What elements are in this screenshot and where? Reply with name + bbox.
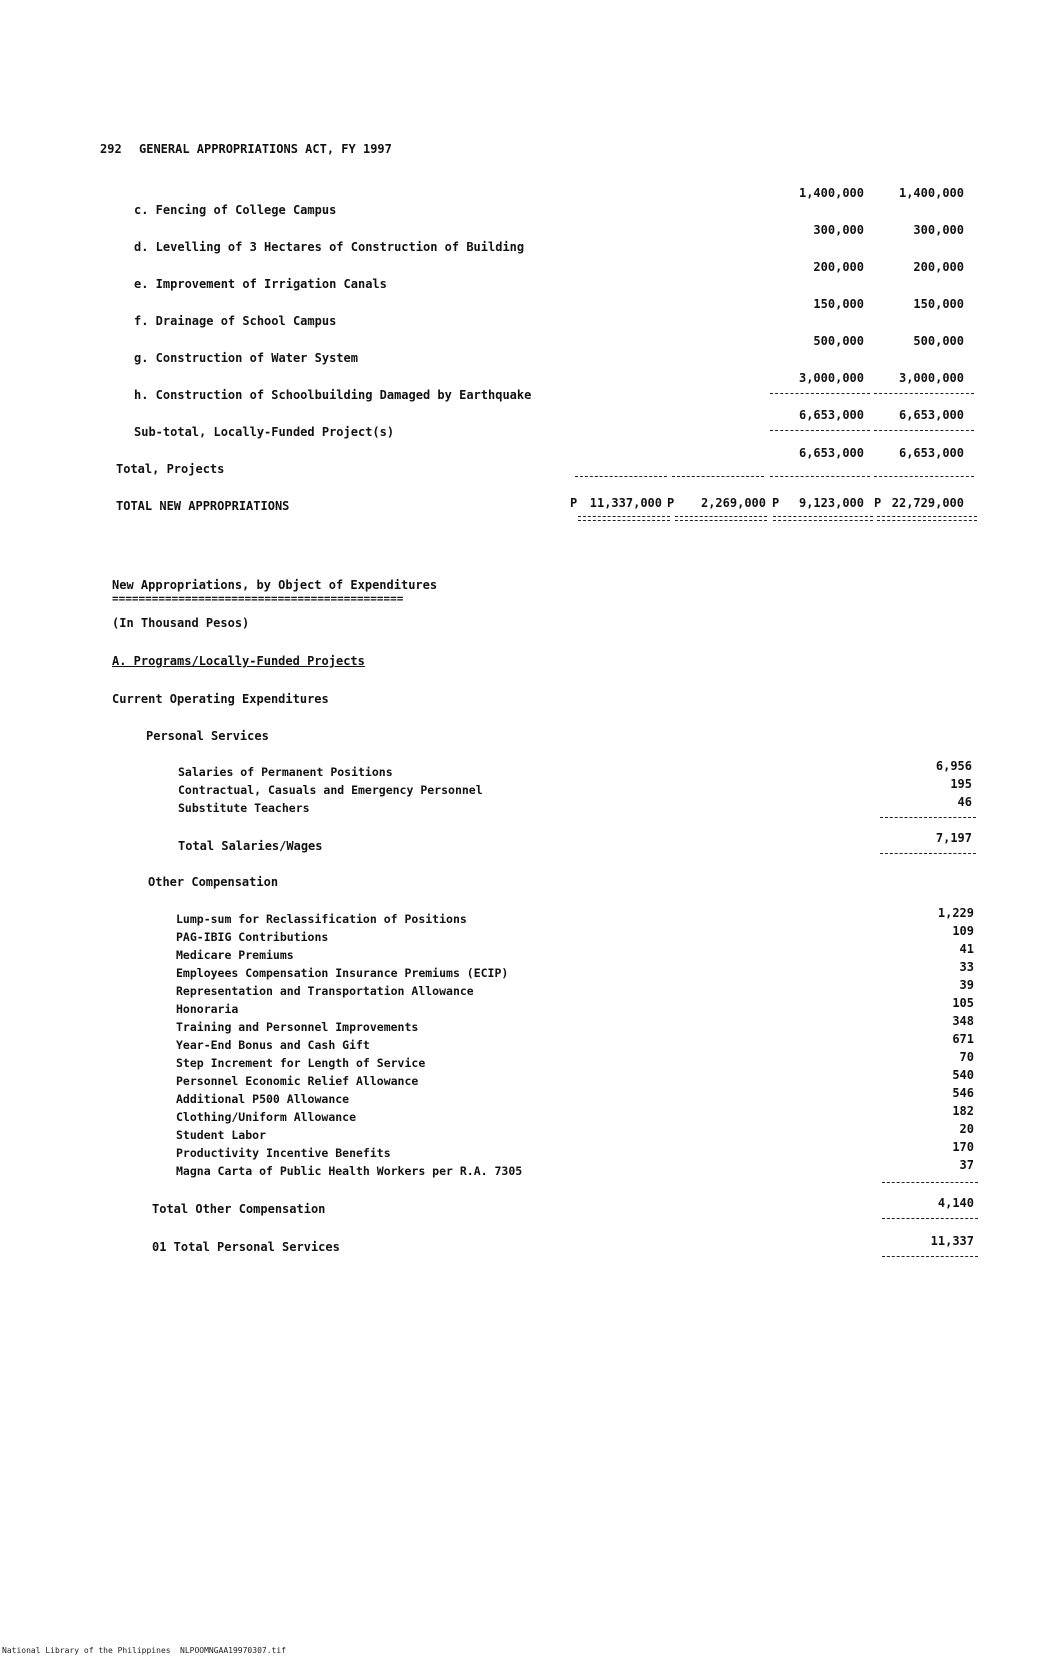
rule	[575, 476, 667, 477]
total-projects-label: Total, Projects	[116, 462, 225, 476]
project-col4-value: 3,000,000	[898, 371, 964, 385]
footer-filename: NLPOOMNGAA19970307.tif	[180, 1646, 286, 1655]
project-item: c. Fencing of College Campus	[134, 203, 337, 217]
expense-value: 1,229	[937, 906, 974, 920]
total-new-col1: 11,337,000	[589, 496, 662, 510]
project-col4-value: 150,000	[913, 297, 964, 311]
total-new-col4: 22,729,000	[891, 496, 964, 510]
total-personal-services-value: 11,337	[930, 1234, 974, 1248]
expense-item: Representation and Transportation Allowance	[176, 984, 474, 998]
project-item: g. Construction of Water System	[134, 351, 358, 365]
rule	[672, 476, 764, 477]
expense-item: Productivity Incentive Benefits	[176, 1146, 391, 1160]
project-col3-value: 1,400,000	[798, 186, 864, 200]
expense-value: 105	[952, 996, 974, 1010]
peso-sign: P	[667, 496, 675, 510]
expense-value: 37	[959, 1158, 974, 1172]
total-salaries-value: 7,197	[935, 831, 972, 845]
expense-item: Step Increment for Length of Service	[176, 1056, 426, 1070]
expense-item: Year-End Bonus and Cash Gift	[176, 1038, 370, 1052]
rule	[882, 1218, 978, 1219]
project-item: f. Drainage of School Campus	[134, 314, 337, 328]
footer-library: National Library of the Philippines	[2, 1646, 171, 1655]
expense-item: Substitute Teachers	[178, 801, 310, 815]
expense-item: Additional P500 Allowance	[176, 1092, 350, 1106]
project-item: e. Improvement of Irrigation Canals	[134, 277, 387, 291]
expense-item: PAG-IBIG Contributions	[176, 930, 329, 944]
expense-value: 33	[959, 960, 974, 974]
rule	[770, 476, 870, 477]
project-item: d. Levelling of 3 Hectares of Construction of Building	[134, 240, 525, 254]
rule	[880, 817, 976, 818]
total-new-appropriations-label: TOTAL NEW APPROPRIATIONS	[116, 499, 290, 513]
expense-value: 540	[952, 1068, 974, 1082]
expense-item: Employees Compensation Insurance Premiums (ECIP)	[176, 966, 509, 980]
peso-sign: P	[772, 496, 780, 510]
total-new-col3: 9,123,000	[798, 496, 864, 510]
section-heading: New Appropriations, by Object of Expenditures	[112, 578, 438, 592]
expense-item: Honoraria	[176, 1002, 239, 1016]
total-salaries-label: Total Salaries/Wages	[178, 839, 323, 853]
expense-item: Training and Personnel Improvements	[176, 1020, 419, 1034]
expense-value: 195	[950, 777, 972, 791]
peso-sign: P	[570, 496, 578, 510]
unit-label: (In Thousand Pesos)	[112, 616, 250, 630]
expense-item: Clothing/Uniform Allowance	[176, 1110, 357, 1124]
expense-value: 546	[952, 1086, 974, 1100]
personal-services-heading: Personal Services	[146, 729, 269, 743]
total-projects-col3: 6,653,000	[798, 446, 864, 460]
rule	[880, 853, 976, 854]
total-personal-services-label: 01 Total Personal Services	[152, 1240, 340, 1254]
total-new-col2: 2,269,000	[700, 496, 766, 510]
rule	[770, 393, 870, 394]
project-col3-value: 300,000	[813, 223, 864, 237]
double-rule	[675, 516, 767, 521]
project-col4-value: 1,400,000	[898, 186, 964, 200]
expense-item: Student Labor	[176, 1128, 267, 1142]
expense-item: Personnel Economic Relief Allowance	[176, 1074, 419, 1088]
expense-value: 70	[959, 1050, 974, 1064]
expense-item: Lump-sum for Reclassification of Positions	[176, 912, 467, 926]
total-projects-col4: 6,653,000	[898, 446, 964, 460]
project-col3-value: 150,000	[813, 297, 864, 311]
peso-sign: P	[874, 496, 882, 510]
double-rule	[877, 516, 977, 521]
project-col3-value: 200,000	[813, 260, 864, 274]
project-col3-value: 3,000,000	[798, 371, 864, 385]
rule	[770, 430, 870, 431]
rule	[874, 393, 974, 394]
page-number: 292	[100, 142, 122, 156]
expense-item: Salaries of Permanent Positions	[178, 765, 393, 779]
expense-value: 182	[952, 1104, 974, 1118]
expense-value: 348	[952, 1014, 974, 1028]
project-col4-value: 300,000	[913, 223, 964, 237]
expense-value: 46	[957, 795, 972, 809]
expense-value: 39	[959, 978, 974, 992]
double-rule	[773, 516, 873, 521]
expense-value: 109	[952, 924, 974, 938]
current-operating-heading: Current Operating Expenditures	[112, 692, 329, 706]
rule	[874, 430, 974, 431]
total-other-compensation-value: 4,140	[937, 1196, 974, 1210]
subtotal-label: Sub-total, Locally-Funded Project(s)	[134, 425, 395, 439]
expense-value: 20	[959, 1122, 974, 1136]
double-rule	[578, 516, 670, 521]
subtotal-col3: 6,653,000	[798, 408, 864, 422]
expense-value: 41	[959, 942, 974, 956]
expense-item: Magna Carta of Public Health Workers per R.A. 7305	[176, 1164, 523, 1178]
expense-item: Contractual, Casuals and Emergency Personnel	[178, 783, 483, 797]
project-col4-value: 500,000	[913, 334, 964, 348]
project-col4-value: 200,000	[913, 260, 964, 274]
expense-value: 6,956	[935, 759, 972, 773]
expense-item: Medicare Premiums	[176, 948, 294, 962]
rule	[882, 1182, 978, 1183]
page-header-title: GENERAL APPROPRIATIONS ACT, FY 1997	[139, 142, 392, 156]
project-col3-value: 500,000	[813, 334, 864, 348]
expense-value: 671	[952, 1032, 974, 1046]
subtotal-col4: 6,653,000	[898, 408, 964, 422]
other-compensation-heading: Other Compensation	[148, 875, 279, 889]
project-item: h. Construction of Schoolbuilding Damaged by Earthquake	[134, 388, 532, 402]
rule	[882, 1256, 978, 1257]
total-other-compensation-label: Total Other Compensation	[152, 1202, 326, 1216]
section-heading-rule: ============================================	[112, 592, 404, 605]
rule	[874, 476, 974, 477]
expense-value: 170	[952, 1140, 974, 1154]
part-a-heading: A. Programs/Locally-Funded Projects	[112, 654, 365, 668]
